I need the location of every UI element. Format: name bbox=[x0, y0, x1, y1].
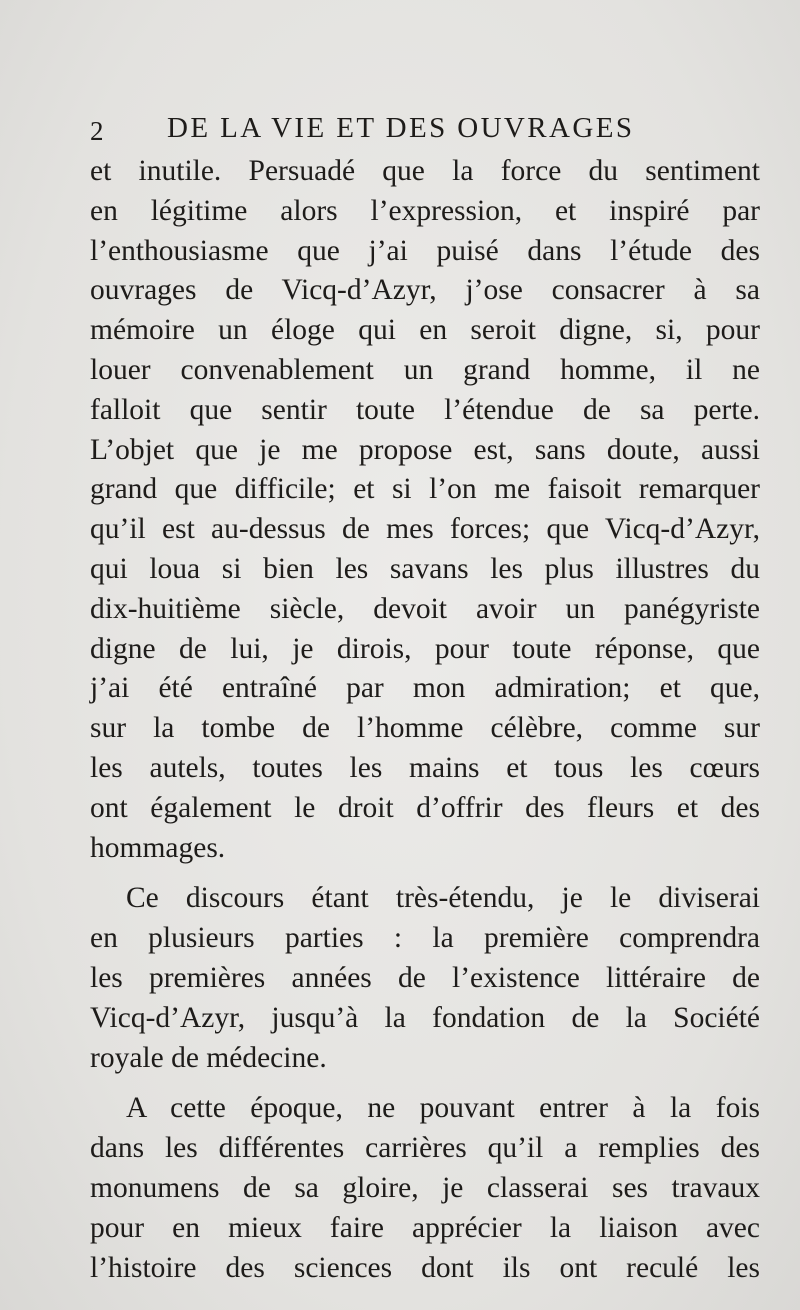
text-line: dans les différentes carrières qu’il a remplies des bbox=[90, 1132, 760, 1165]
text-line: qui loua si bien les savans les plus illustres du bbox=[90, 552, 760, 585]
text-line: l’histoire des sciences dont ils ont reculé les bbox=[90, 1251, 760, 1284]
paragraph-gap bbox=[90, 868, 760, 879]
text-line: les premières années de l’existence littéraire de bbox=[90, 961, 760, 994]
text-line: pour en mieux faire apprécier la liaison avec bbox=[90, 1211, 760, 1244]
text-line: Ce discours étant très-étendu, je le diviserai bbox=[126, 882, 760, 915]
paragraph bbox=[90, 1089, 760, 1288]
paragraph bbox=[90, 879, 760, 1078]
text-line: en légitime alors l’expression, et inspiré par bbox=[90, 194, 760, 227]
text-line: l’enthousiasme que j’ai puisé dans l’étude des bbox=[90, 234, 760, 267]
text-line: j’ai été entraîné par mon admiration; et que, bbox=[90, 672, 760, 705]
text-line: royale de médecine. bbox=[90, 1041, 327, 1074]
text-line: monumens de sa gloire, je classerai ses travaux bbox=[90, 1171, 760, 1204]
text-line: hommages. bbox=[90, 831, 226, 864]
text-line: falloit que sentir toute l’étendue de sa perte. bbox=[90, 393, 760, 426]
text-line: louer convenablement un grand homme, il ne bbox=[90, 353, 760, 386]
text-line: Vicq-d’Azyr, jusqu’à la fondation de la Société bbox=[90, 1001, 760, 1034]
text-line: les autels, toutes les mains et tous les cœurs bbox=[90, 751, 760, 784]
text-line: ouvrages de Vicq-d’Azyr, j’ose consacrer à sa bbox=[90, 274, 760, 307]
text-line: en plusieurs parties : la première comprendra bbox=[90, 922, 760, 955]
text-line: sur la tombe de l’homme célèbre, comme sur bbox=[90, 712, 760, 745]
page-number: 2 bbox=[90, 116, 104, 146]
text-line: L’objet que je me propose est, sans doute, aussi bbox=[90, 433, 760, 466]
paragraph-gap bbox=[90, 1078, 760, 1089]
text-line: grand que difficile; et si l’on me faisoit remarquer bbox=[90, 473, 760, 506]
paragraph bbox=[90, 152, 760, 868]
text-line: mémoire un éloge qui en seroit digne, si, pour bbox=[90, 314, 760, 347]
running-head bbox=[90, 112, 770, 152]
running-title: DE LA VIE ET DES OUVRAGES bbox=[167, 112, 635, 144]
text-line: digne de lui, je dirois, pour toute réponse, que bbox=[90, 632, 760, 665]
text-line: A cette époque, ne pouvant entrer à la fois bbox=[126, 1092, 760, 1125]
body-text bbox=[90, 152, 760, 1288]
text-line: dix-huitième siècle, devoit avoir un panégyriste bbox=[90, 592, 760, 625]
text-line: ont également le droit d’offrir des fleurs et des bbox=[90, 791, 760, 824]
text-line: et inutile. Persuadé que la force du sentiment bbox=[90, 155, 760, 187]
text-line: qu’il est au-dessus de mes forces; que Vicq-d’Azyr, bbox=[90, 513, 760, 546]
